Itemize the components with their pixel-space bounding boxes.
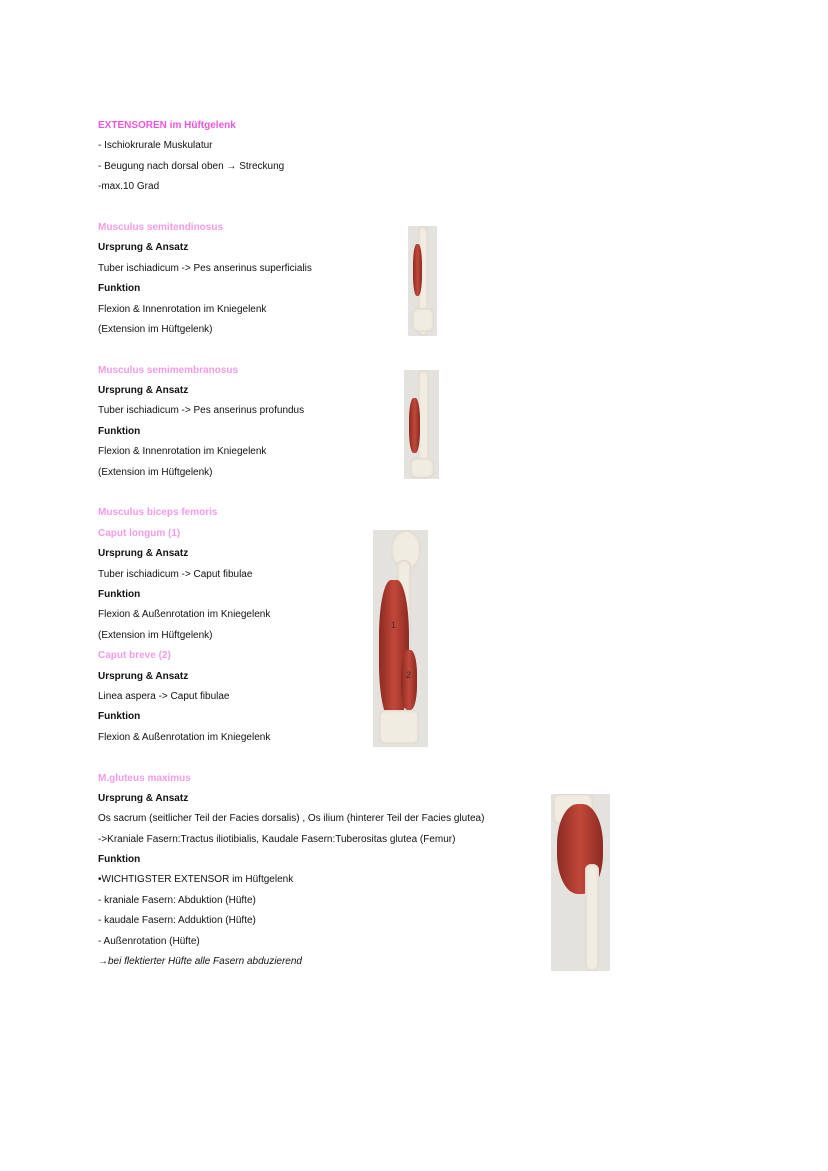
text-line: ->Kraniale Fasern:Tractus iliotibialis, Kaudale Fasern:Tuberositas glutea (Femur) — [98, 833, 456, 845]
subheading: Ursprung & Ansatz — [98, 670, 189, 682]
subheading: Ursprung & Ansatz — [98, 385, 189, 397]
text-line: Tuber ischiadicum -> Pes anserinus profundus — [98, 405, 305, 417]
subheading: Funktion — [98, 854, 141, 866]
text-line: Flexion & Außenrotation im Kniegelenk — [98, 731, 271, 743]
text-line: - Außenrotation (Hüfte) — [98, 935, 200, 947]
subheading: Funktion — [98, 283, 141, 295]
section-heading: Musculus biceps femoris — [98, 507, 218, 519]
section-heading: M.gluteus maximus — [98, 772, 191, 784]
subheading: Ursprung & Ansatz — [98, 792, 189, 804]
blank-line — [98, 198, 558, 218]
text-line: Flexion & Innenrotation im Kniegelenk — [98, 303, 267, 315]
text-line: Linea aspera -> Caput fibulae — [98, 690, 230, 702]
text-line: →bei flektierter Hüfte alle Fasern abduzierend — [98, 956, 302, 968]
label-caput-breve: 2 — [406, 670, 412, 680]
subheading: Funktion — [98, 588, 141, 600]
blank-line — [98, 748, 558, 768]
text-line: Os sacrum (seitlicher Teil der Facies dorsalis) , Os ilium (hinterer Teil der Facies glutea) — [98, 813, 485, 825]
text-line: (Extension im Hüftgelenk) — [98, 323, 213, 335]
label-caput-longum: 1 — [391, 620, 397, 630]
blank-line — [98, 483, 558, 503]
text-line: (Extension im Hüftgelenk) — [98, 629, 213, 641]
text-line: Tuber ischiadicum -> Caput fibulae — [98, 568, 253, 580]
section-heading: Musculus semimembranosus — [98, 364, 239, 376]
text-line: •WICHTIGSTER EXTENSOR im Hüftgelenk — [98, 874, 294, 886]
blank-line — [98, 340, 558, 360]
text-line: - kraniale Fasern: Abduktion (Hüfte) — [98, 894, 256, 906]
section-heading: Musculus semitendinosus — [98, 221, 224, 233]
text-line: - Beugung nach dorsal oben → Streckung — [98, 160, 285, 172]
subheading: Funktion — [98, 711, 141, 723]
document-body — [98, 116, 558, 972]
semitendinosus-image — [408, 226, 437, 336]
semimembranosus-image — [404, 370, 439, 479]
text-line: - kaudale Fasern: Adduktion (Hüfte) — [98, 915, 256, 927]
subheading: Ursprung & Ansatz — [98, 242, 189, 254]
section-heading: Caput breve (2) — [98, 650, 171, 662]
biceps-femoris-image — [373, 530, 428, 747]
text-line: Flexion & Innenrotation im Kniegelenk — [98, 446, 267, 458]
section-heading: EXTENSOREN im Hüftgelenk — [98, 120, 236, 131]
text-line: -max.10 Grad — [98, 181, 160, 193]
text-line: Flexion & Außenrotation im Kniegelenk — [98, 609, 271, 621]
text-line: - Ischiokrurale Muskulatur — [98, 140, 213, 152]
text-line: Tuber ischiadicum -> Pes anserinus superficialis — [98, 262, 312, 274]
subheading: Funktion — [98, 425, 141, 437]
text-line: (Extension im Hüftgelenk) — [98, 466, 213, 478]
gluteus-maximus-image — [551, 794, 610, 971]
subheading: Ursprung & Ansatz — [98, 548, 189, 560]
section-heading: Caput longum (1) — [98, 527, 181, 539]
